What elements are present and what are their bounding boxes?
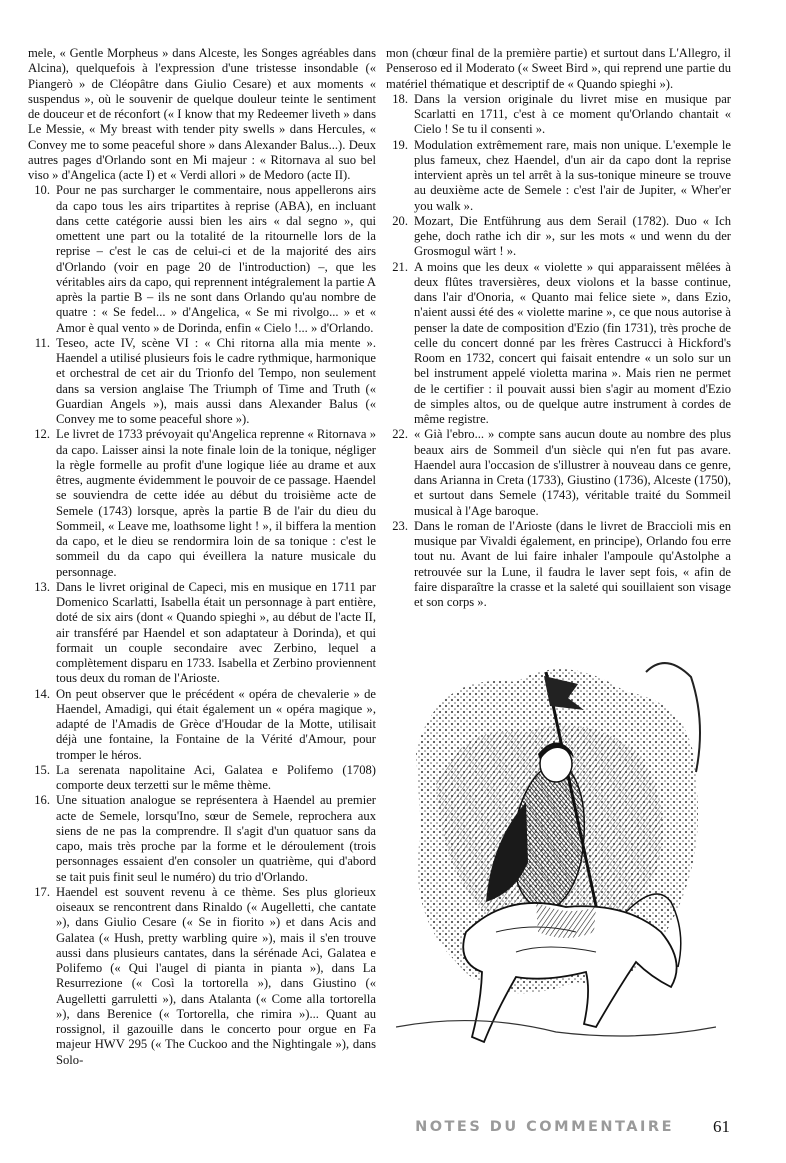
footnote-number: 19.: [392, 137, 408, 152]
footnote-number: 13.: [34, 579, 50, 594]
footnote: [386, 92, 731, 138]
footnote-number: 20.: [392, 213, 408, 228]
footnote-text: Mozart, Die Entführung aus dem Serail (1782). Duo « Ich gehe, doch rathe ich dir », sur les mots « und wenn du der Grosmogul wärt ! ».: [414, 213, 731, 259]
footnote-text: Modulation extrêmement rare, mais non unique. L'exemple le plus fameux, chez Haendel, d'un air da capo dont la reprise intervient après un tel arrêt à la sus-tonique mineure se trouve au deuxième acte de Semele : c'est l'air de Jupiter, « Wher'er you walk ».: [414, 137, 731, 213]
footnote: [386, 519, 731, 611]
footnote: [386, 214, 731, 260]
footnote: [28, 427, 376, 580]
footnote-text: A moins que les deux « violette » qui apparaissent mêlées à deux flûtes traversières, deux violons et la basse continue, dans l'air d'Onoria, « Quanto mai felice siete », dans Ezio, n'aient aussi été des « violette marine », ce que nous autorise à penser la date de composition d'Ezio (fin 1731), très proche de celle du concert donné par les frères Castrucci à Hickford's Room en 1732, concert qui faisait entendre « un solo sur un bel instrument appelé violetta marina ». Mais rien ne permet de le certifier : il pouvait aussi bien s'agir au moment d'Ezio de simples altos, ou de quelque autre instrument à cordes de même registre.: [414, 259, 731, 426]
footnote-number: 23.: [392, 518, 408, 533]
footnote-text: Dans le roman de l'Arioste (dans le livret de Braccioli mis en musique par Vivaldi également, en principe), Orlando fou erre tout nu. Avant de lui faire inhaler l'ampoule qu'Astolphe a retrouvée sur la Lune, il faudra le laver sept fois, « afin de faire disparaître la crasse et la saleté qui souillaient son visage et son corps ».: [414, 518, 731, 609]
footnote: [386, 138, 731, 214]
footnote-number: 16.: [34, 793, 50, 808]
knight-engraving-illustration: [396, 632, 716, 1052]
footnote: [28, 793, 376, 885]
footnote-text: Une situation analogue se représentera à Haendel au premier acte de Semele, lorsqu'Ino, sœur de Semele, reprochera aux siens de ne pas la comprendre. Il s'agit d'un quatuor sans da capo, mais très proche par la forme et le déroulement (trois personnages essaient d'en consoler un quatrième, qui d'abord se tait puis finit seul le numéro) du trio d'Orlando.: [56, 793, 376, 884]
footnote: [28, 885, 376, 1068]
note-17-continuation: mon (chœur final de la première partie) et surtout dans L'Allegro, il Penseroso ed il Moderato (« Sweet Bird », qui reprend une partie du matériel thématique et descriptif de « Quando spieghi »).: [386, 46, 731, 91]
footnote: [28, 580, 376, 687]
page-number: 61: [713, 1117, 730, 1136]
footnote-text: Dans le livret original de Capeci, mis en musique en 1711 par Domenico Scarlatti, Isabella était un personnage à part entière, doté de six airs (dont « Quando spieghi », au début de l'acte II, air transféré par Haendel et son adaptateur à Dorinda), et qui formait un couple secondaire avec Zerbino, lequel a complètement disparu en 1733. Isabella et Zerbino proviennent tous deux du roman de l'Arioste.: [56, 579, 376, 686]
left-notes-list: [28, 183, 376, 1068]
knight-engraving-image: [396, 632, 716, 1052]
footnote: [28, 183, 376, 336]
footnote-text: Dans la version originale du livret mise en musique par Scarlatti en 1711, c'est à ce moment qu'Orlando chantait « Cielo ! Se tu il consenti ».: [414, 91, 731, 137]
footnote-number: 17.: [34, 884, 50, 899]
footnote: [28, 763, 376, 794]
footnote-number: 10.: [34, 183, 50, 198]
footnote-number: 14.: [34, 686, 50, 701]
footnote-text: Teseo, acte IV, scène VI : « Chi ritorna alla mia mente ». Haendel a utilisé plusieurs fois le cadre rythmique, harmonique et orchestral de cet air du Trionfo del Tempo, non seulement dans sa version anglaise The Triumph of Time and Truth (« Guardian Angels »), mais aussi dans Alexander Balus (« Convey me to some peaceful shore »).: [56, 335, 376, 426]
right-column: [386, 46, 731, 610]
footnote-text: Haendel est souvent revenu à ce thème. Ses plus glorieux oiseaux se rencontrent dans Rinaldo (« Augelletti, che cantate »), dans Giulio Cesare (« Se in fiorito ») et dans Acis and Galatea (« Hush, pretty warbling quire »), mais il s'en trouve aussi dans plusieurs cantates, dans la sérénade Aci, Galatea e Polifemo (« Qui l'augel di pianta in pianta »), dans La Resurrezione (« Così la tortorella »), dans Giustino (« Augelletti garruletti »), dans Atalanta (« Come alla tortorella »), dans Berenice (« Tortorella, che rimira »)... Quant au rossignol, il gazouille dans le concerto pour orgue en Fa majeur HWV 295 (« The Cuckoo and the Nightingale »), dans Solo-: [56, 884, 376, 1067]
footnote-text: Le livret de 1733 prévoyait qu'Angelica reprenne « Ritornava » da capo. Laisser ainsi la note finale loin de la tonique, négliger la règle formelle au profit d'une logique liée au drame et aux êtres, augmente évidemment le pouvoir de ce passage. Haendel se souviendra de cette idée au début du troisième acte de Semele (1743) lorsque, après la partie B de l'air du dieu du Sommeil, « Leave me, loathsome light ! », il biffera la mention da capo, et le dieu se rendormira loin de sa tonique : c'est le sommeil du da capo qui éveillera la nature musicale du personnage.: [56, 427, 376, 579]
right-notes-list: [386, 92, 731, 611]
note-9-continuation: mele, « Gentle Morpheus » dans Alceste, les Songes agréables dans Alcina), quelquefois à l'expression d'une tristesse insondable (« Piangerò » de Cléopâtre dans Giulio Cesare) et aux moments « suspendus », où le souvenir de quelque douleur teinte le sentiment de douceur et de réconfort (« I know that my Redeemer liveth » dans Le Messie, « My breast with tender pity swells » dans Hercules, « Convey me to some peaceful shore » dans Alexander Balus...). Deux autres pages d'Orlando sont en Mi majeur : « Ritornava al suo bel viso » d'Angelica (acte I) et « Verdi allori » de Medoro (acte II).: [28, 46, 376, 182]
footnote-text: « Già l'ebro... » compte sans aucun doute au nombre des plus beaux airs de Sommeil d'un siècle qui n'en fut pas avare. Haendel aura l'occasion de s'illustrer à nouveau dans ce genre, dans Arianna in Creta (1733), Giustino (1736), Alceste (1750), et surtout dans Semele (1743), véritable traité du Sommeil musical à l'Age baroque.: [414, 427, 731, 518]
footnote-number: 21.: [392, 259, 408, 274]
footnote-number: 15.: [34, 762, 50, 777]
section-title: NOTES DU COMMENTAIRE: [415, 1119, 674, 1135]
footnote-number: 12.: [34, 427, 50, 442]
footnote-text: On peut observer que le précédent « opéra de chevalerie » de Haendel, Amadigi, qui était également un « opéra magique », adapté de l'Amadis de Grèce d'Houdar de la Motte, utilisait déjà une fontaine, la Fontaine de la Vérité d'Amour, pour tromper le héros.: [56, 686, 376, 762]
footnote-text: La serenata napolitaine Aci, Galatea e Polifemo (1708) comporte deux terzetti sur le même thème.: [56, 762, 376, 792]
footnote: [386, 427, 731, 519]
footnote-text: Pour ne pas surcharger le commentaire, nous appellerons airs da capo tous les airs tripartites à reprise (ABA), en incluant dans cette catégorie aussi bien les airs « dal segno », qui omettent une part ou la totalité de la ritournelle lors de la reprise – c'est le cas de celui-ci et de la majorité des airs d'Orlando (voir en page 20 de l'introduction) –, que les véritables airs da capo, qui reprennent intégralement la partie A après la partie B – ils ne sont dans Orlando qu'au nombre de quatre : « Se fedel... » d'Angelica, « Se mi rivolgo... » et « Amor è qual vento » de Dorinda, enfin « Cielo !... » d'Orlando.: [56, 183, 376, 335]
footnote-number: 11.: [34, 335, 50, 350]
footnote-number: 18.: [392, 91, 408, 106]
footnote: [28, 336, 376, 428]
page-footer: [0, 1117, 786, 1141]
left-column: [28, 46, 376, 1068]
footnote-number: 22.: [392, 427, 408, 442]
footnote: [386, 260, 731, 428]
footnote: [28, 687, 376, 763]
